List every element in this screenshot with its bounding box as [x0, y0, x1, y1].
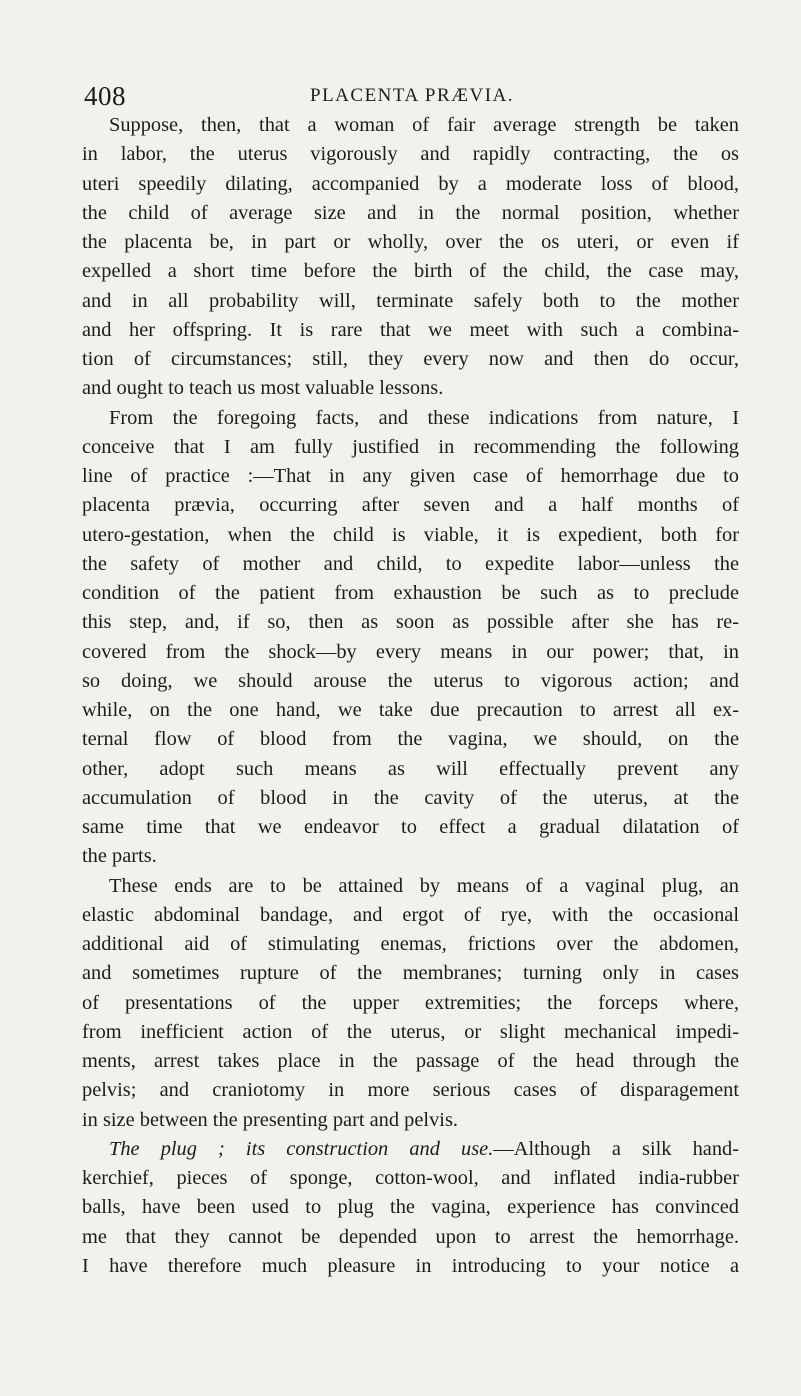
text-line: and sometimes rupture of the membranes; turning only in cases — [82, 962, 739, 985]
text-line: kerchief, pieces of sponge, cotton-wool, and inflated india-rubber — [82, 1167, 739, 1189]
text-line: pelvis; and craniotomy in more serious cases of disparagement — [82, 1079, 739, 1102]
body-text — [82, 111, 739, 1281]
text-line: balls, have been used to plug the vagina, experience has convinced — [82, 1196, 739, 1219]
text-line: ternal flow of blood from the vagina, we should, on the — [82, 728, 739, 751]
text-line: accumulation of blood in the cavity of the uterus, at the — [82, 786, 739, 809]
text-line: while, on the one hand, we take due precaution to arrest all ex- — [82, 699, 739, 721]
paragraph-2 — [82, 404, 739, 872]
text-line: expelled a short time before the birth of the child, the case may, — [82, 260, 739, 283]
paragraph-3 — [82, 872, 739, 1135]
text-line: tion of circumstances; still, they every now and then do occur, — [82, 348, 739, 370]
page-header — [84, 76, 744, 116]
text-line: and ought to teach us most valuable lessons. — [82, 377, 444, 400]
text-line: this step, and, if so, then as soon as possible after she has re- — [82, 611, 739, 634]
text-line: in size between the presenting part and pelvis. — [82, 1108, 458, 1131]
section-lead: The plug ; its construction and use. — [109, 1137, 494, 1160]
page-number: 408 — [84, 81, 126, 111]
running-head: PLACENTA PRÆVIA. — [310, 85, 515, 106]
text-line: in labor, the uterus vigorously and rapidly contracting, the os — [82, 143, 739, 166]
text-line: Suppose, then, that a woman of fair average strength be taken — [109, 114, 739, 136]
paragraph-1 — [82, 111, 739, 404]
text-line: line of practice :—That in any given case of hemorrhage due to — [82, 465, 739, 487]
text-line: placenta prævia, occurring after seven and a half months of — [82, 494, 739, 517]
text-line: and in all probability will, terminate safely both to the mother — [82, 289, 739, 312]
text-line: so doing, we should arouse the uterus to vigorous action; and — [82, 669, 739, 692]
text-line: the child of average size and in the normal position, whether — [82, 201, 739, 224]
text-line: I have therefore much pleasure in introducing to your notice a — [82, 1254, 739, 1277]
text-line: and her offspring. It is rare that we meet with such a combina- — [82, 318, 739, 341]
text-line: the placenta be, in part or wholly, over the os uteri, or even if — [82, 231, 739, 253]
text-line: conceive that I am fully justified in recommending the following — [82, 435, 739, 458]
text-line: additional aid of stimulating enemas, frictions over the abdomen, — [82, 933, 739, 955]
text-line: the safety of mother and child, to expedite labor—unless the — [82, 552, 739, 575]
text-line: of presentations of the upper extremities; the forceps where, — [82, 991, 739, 1014]
text-line: These ends are to be attained by means of a vaginal plug, an — [109, 874, 739, 897]
text-line: me that they cannot be depended upon to arrest the hemorrhage. — [82, 1225, 739, 1248]
text-line: ments, arrest takes place in the passage of the head through the — [82, 1050, 739, 1072]
text-line: utero-gestation, when the child is viable, it is expedient, both for — [82, 523, 739, 546]
text-line: From the foregoing facts, and these indications from nature, I — [109, 406, 739, 429]
text-line: the parts. — [82, 845, 157, 868]
text-line: other, adopt such means as will effectually prevent any — [82, 757, 739, 780]
text-line: uteri speedily dilating, accompanied by a moderate loss of blood, — [82, 172, 739, 195]
text-line: elastic abdominal bandage, and ergot of rye, with the occasional — [82, 903, 739, 926]
text-line — [82, 1135, 739, 1164]
text-line-rest: —Although a silk hand- — [493, 1137, 739, 1160]
text-line: condition of the patient from exhaustion be such as to preclude — [82, 582, 739, 604]
paragraph-4 — [82, 1135, 739, 1281]
text-line: from inefficient action of the uterus, or slight mechanical impedi- — [82, 1020, 739, 1043]
text-line: same time that we endeavor to effect a gradual dilatation of — [82, 816, 739, 838]
text-line: covered from the shock—by every means in our power; that, in — [82, 640, 739, 663]
